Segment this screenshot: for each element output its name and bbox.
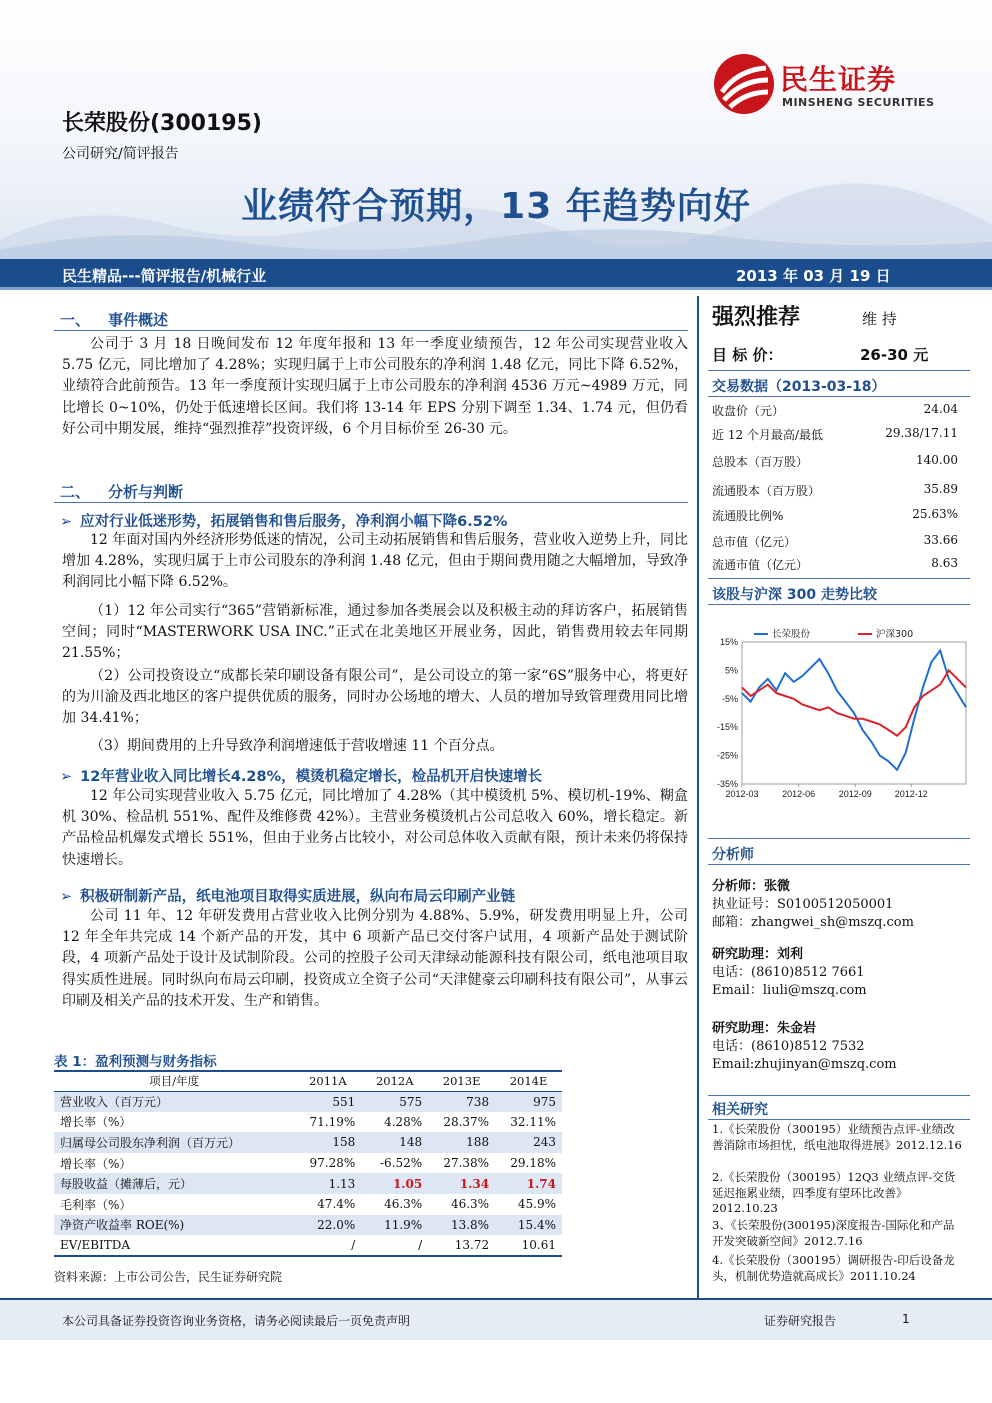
- subheading-profit: [60, 510, 507, 531]
- section-number: 一、: [60, 311, 91, 329]
- sidebar-rule: [708, 1119, 970, 1120]
- chevron-right-icon: ➢: [60, 889, 73, 905]
- table-cell: 11.9%: [361, 1215, 428, 1236]
- report-type: 公司研究/简评报告: [62, 146, 179, 162]
- analyst-name: 分析师：张微: [712, 879, 791, 894]
- table-header-cell: 2013E: [428, 1071, 495, 1091]
- section-number: 二、: [60, 483, 91, 501]
- trade-label: 流通股本（百万股）: [712, 484, 821, 498]
- page-number: 1: [902, 1312, 910, 1326]
- footer: [0, 1300, 992, 1340]
- trade-value: 8.63: [931, 556, 958, 570]
- target-price-value: 26-30 元: [860, 346, 929, 364]
- trade-value: 140.00: [916, 453, 958, 467]
- y-tick-label: 15%: [719, 637, 738, 647]
- analyst-section-title: 分析师: [712, 847, 754, 863]
- table-cell: 975: [495, 1091, 562, 1112]
- table-row: [54, 1091, 562, 1112]
- table-row: [54, 1173, 562, 1194]
- assistant-name: 研究助理：刘利: [712, 947, 804, 962]
- sidebar-rule: [708, 1095, 970, 1096]
- row-label: 归属母公司股东净利润（百万元）: [54, 1132, 294, 1153]
- x-tick-label: 2012-12: [894, 789, 928, 799]
- table-cell: 575: [361, 1091, 428, 1112]
- table-cell: 28.37%: [443, 1114, 490, 1129]
- column-divider: [697, 296, 699, 1298]
- report-title: 业绩符合预期，13 年趋势向好: [241, 186, 751, 227]
- trade-label: 总市值（亿元）: [712, 535, 797, 549]
- section-title: 事件概述: [108, 311, 169, 329]
- related-item[interactable]: 3、《长荣股份(300195)深度报告-国际化和产品开发突破新空间》2012.7.16: [712, 1218, 955, 1248]
- table-cell: /: [361, 1235, 428, 1256]
- table-cell: /: [294, 1235, 361, 1256]
- sidebar-rule: [708, 396, 970, 397]
- table-cell: 13.8%: [428, 1215, 495, 1236]
- table-row: [54, 1215, 562, 1236]
- table-header-cell: 项目/年度: [54, 1071, 294, 1091]
- analyst-email[interactable]: 邮箱：zhangwei_sh@mszq.com: [712, 915, 914, 930]
- logo-chinese-text: 民生证券: [780, 63, 897, 96]
- legend-label: 长荣股份: [772, 629, 811, 640]
- profit-paragraph-3: （2）公司投资设立“成都长荣印刷设备有限公司”，是公司设立的第一家“6S”服务中心，将更好的为川渝及西北地区的客户提供优质的服务，同时办公场地的增大、人员的增加导致管理费用同比增加 34.41%；: [62, 668, 688, 727]
- table-cell: 243: [495, 1132, 562, 1153]
- trade-label: 收盘价（元）: [712, 404, 785, 418]
- chart-title: 该股与沪深 300 走势比较: [712, 587, 877, 603]
- event-paragraph: 公司于 3 月 18 日晚间发布 12 年度年报和 13 年一季度业绩预告，12 年公司实现营业收入 5.75 亿元，同比增加了 4.28%；实现归属于上市公司股东的净利润 1.48 亿元，同比下降 6.52%，业绩符合此前预告。13 年一季度预计实现归属于上市公司股东的净利润 4536 万元~4989 万元，同比增长 0~10%，仍处于低速增长区间。我们将 13-14 年 EPS 分别下调至 1.34、1.74 元，但仍看好公司中期发展，维持“强烈推荐”投资评级，6 个月目标价至 26-30 元。: [62, 336, 688, 437]
- row-label: 增长率（%）: [60, 1156, 132, 1171]
- sidebar-rule: [708, 864, 970, 865]
- table-row: [54, 1153, 562, 1174]
- assistant-block-1: [712, 946, 867, 1000]
- assistant-phone: 电话：(8610)8512 7661: [712, 965, 865, 980]
- related-item[interactable]: 4.《长荣股份（300195）调研报告-印后设备龙头，机制优势造就高成长》2011.10.24: [712, 1253, 955, 1283]
- performance-line-chart: [708, 624, 970, 814]
- table-cell: 1.13: [294, 1173, 361, 1194]
- table-cell: 22.0%: [294, 1215, 361, 1236]
- chevron-right-icon: ➢: [60, 514, 73, 530]
- table-cell: 45.9%: [517, 1197, 556, 1212]
- category-band: [0, 259, 992, 290]
- section-title: 分析与判断: [108, 483, 184, 501]
- table-cell: -6.52%: [380, 1156, 423, 1171]
- rnd-paragraph: 公司 11 年、12 年研发费用占营业收入比例分别为 4.88%、5.9%，研发费用明显上升，公司 12 年全年共完成 14 个新产品的开发，其中 6 项新产品已交付客户试用，4 项新产品处于测试阶段，4 项新产品处于设计及试制阶段。公司的控股子公司天津绿动能源科技有限公司，纸电池项目取得实质性进展。同时纵向布局云印刷，投资成立全资子公司“天津健豪云印刷科技有限公司”，从事云印刷及相关产品的技术开发、生产和销售。: [62, 908, 688, 1009]
- table-header-cell: 2011A: [294, 1071, 361, 1091]
- table-cell: 29.18%: [510, 1156, 556, 1171]
- table-cell: 46.3%: [384, 1197, 423, 1212]
- x-tick-label: 2012-09: [838, 789, 872, 799]
- assistant-email[interactable]: Email:zhujinyan@mszq.com: [712, 1057, 897, 1072]
- subheading-text: 12年营业收入同比增长4.28%，模烫机稳定增长，检品机开启快速增长: [80, 769, 543, 785]
- related-item[interactable]: 2.《长荣股份（300195）12Q3 业绩点评-交货延迟拖累业绩，四季度有望环比改善》2012.10.23: [712, 1170, 956, 1216]
- trade-label: 总股本（百万股）: [712, 455, 809, 469]
- y-tick-label: 5%: [724, 665, 738, 676]
- trade-label: 流通股比例%: [712, 509, 784, 523]
- table-cell: 10.61: [495, 1235, 562, 1256]
- profit-paragraph-4: （3）期间费用的上升导致净利润增速低于营收增速 11 个百分点。: [90, 738, 504, 754]
- revenue-paragraph: 12 年公司实现营业收入 5.75 亿元，同比增加了 4.28%（其中模烫机 5%、模切机-19%、糊盒机 30%、检品机 551%、配件及维修费 42%）。主营业务模烫机占公司总收入 60%，增长稳定。新产品检品机爆发式增长 551%，但由于业务占比较小，对公司总体收入贡献有限，预计未来仍将保持快速增长。: [62, 788, 688, 868]
- section-rule: [54, 330, 688, 331]
- target-price-label: 目 标 价：: [712, 346, 783, 364]
- footer-disclaimer: 本公司具备证券投资咨询业务资格，请务必阅读最后一页免责声明: [62, 1314, 411, 1328]
- section-rule: [54, 502, 688, 503]
- row-label: 每股收益（摊薄后，元）: [54, 1173, 294, 1194]
- table-cell: 47.4%: [317, 1197, 356, 1212]
- rating: 强烈推荐: [712, 305, 801, 330]
- y-tick-label: -15%: [716, 722, 738, 733]
- table-cell: 1.05: [361, 1173, 428, 1194]
- table-cell: 1.34: [428, 1173, 495, 1194]
- trade-value: 29.38/17.11: [885, 426, 958, 440]
- logo-english-text: MINSHENG SECURITIES: [782, 96, 935, 109]
- related-item[interactable]: 1.《长荣股份（300195）业绩预告点评-业绩改善消除市场担忧，纸电池取得进展》2012.12.16: [712, 1122, 962, 1152]
- table-cell: 32.11%: [510, 1114, 556, 1129]
- report-date: 2013 年 03 月 19 日: [736, 267, 891, 285]
- trade-label: 近 12 个月最高/最低: [712, 428, 823, 442]
- assistant-name: 研究助理：朱金岩: [712, 1021, 817, 1036]
- footer-report-label: 证券研究报告: [764, 1314, 837, 1328]
- table-source: 资料来源：上市公司公告，民生证券研究院: [54, 1270, 283, 1284]
- profit-paragraph-2: （1）12 年公司实行“365”营销新标准，通过参加各类展会以及积极主动的拜访客户，拓展销售空间；同时“MASTERWORK USA INC.”正式在北美地区开展业务，因此，销售费用较去年同期 21.55%；: [62, 603, 688, 662]
- trade-label: 流通市值（亿元）: [712, 558, 809, 572]
- trade-value: 25.63%: [912, 507, 958, 521]
- section-heading-event: [60, 309, 168, 330]
- table-cell: 97.28%: [309, 1156, 356, 1171]
- row-label: 营业收入（百万元）: [54, 1091, 294, 1112]
- category-label: 民生精品---简评报告/机械行业: [62, 267, 267, 285]
- table-row: [54, 1235, 562, 1256]
- row-label: 净资产收益率 ROE(%): [54, 1215, 294, 1236]
- table-cell: 27.38%: [443, 1156, 490, 1171]
- table-cell: 1.74: [495, 1173, 562, 1194]
- series-line-stock: [742, 651, 966, 770]
- row-label: EV/EBITDA: [54, 1235, 294, 1256]
- sidebar-rule: [708, 604, 970, 605]
- assistant-email[interactable]: Email：liuli@mszq.com: [712, 983, 867, 998]
- sidebar-rule: [708, 370, 970, 371]
- subheading-text: 积极研制新产品，纸电池项目取得实质进展，纵向布局云印刷产业链: [80, 889, 516, 905]
- forecast-table: [54, 1070, 562, 1257]
- trade-value: 24.04: [923, 402, 958, 416]
- table-cell: 4.28%: [384, 1114, 423, 1129]
- x-tick-label: 2012-03: [725, 789, 759, 799]
- row-label: 增长率（%）: [60, 1115, 132, 1130]
- table-row: [54, 1112, 562, 1133]
- table-cell: 551: [294, 1091, 361, 1112]
- section-heading-analysis: [60, 481, 183, 502]
- table-row: [54, 1194, 562, 1215]
- y-tick-label: -25%: [716, 750, 738, 761]
- profit-paragraph-1: 12 年面对国内外经济形势低迷的情况，公司主动拓展销售和售后服务，营业收入逆势上升，同比增加 4.28%，实现归属于上市公司股东的净利润 1.48 亿元，但由于期间费用随之大幅增加，导致净利润同比小幅下降 6.52%。: [62, 532, 688, 591]
- table-cell: 71.19%: [309, 1114, 356, 1129]
- table-header-cell: 2012A: [361, 1071, 428, 1091]
- legend-label: 沪深300: [876, 629, 914, 640]
- related-research-title: 相关研究: [712, 1102, 768, 1118]
- assistant-block-2: [712, 1020, 897, 1074]
- series-line-index: [742, 670, 966, 735]
- minsheng-logo-icon: [712, 52, 776, 116]
- subheading-revenue: [60, 765, 542, 786]
- table-cell: 188: [428, 1132, 495, 1153]
- minsheng-logo: [712, 52, 942, 116]
- table-title: 表 1：盈利预测与财务指标: [54, 1054, 217, 1070]
- company-name: 长荣股份(300195): [62, 111, 262, 136]
- sidebar-rule: [708, 578, 970, 579]
- y-tick-label: -35%: [716, 779, 738, 789]
- table-row: [54, 1132, 562, 1153]
- subheading-text: 应对行业低迷形势，拓展销售和售后服务，净利润小幅下降6.52%: [80, 514, 508, 530]
- trade-value: 33.66: [923, 533, 958, 547]
- table-header-row: [54, 1071, 562, 1091]
- trade-data-title: 交易数据（2013-03-18）: [712, 379, 886, 395]
- sidebar-rule: [708, 838, 970, 839]
- assistant-phone: 电话：(8610)8512 7532: [712, 1039, 865, 1054]
- table-cell: 15.4%: [495, 1215, 562, 1236]
- trade-value: 35.89: [923, 482, 958, 496]
- subheading-rnd: [60, 885, 515, 906]
- analyst-block: [712, 878, 914, 932]
- table-cell: 46.3%: [450, 1197, 490, 1212]
- y-tick-label: -5%: [721, 693, 738, 704]
- x-tick-label: 2012-06: [782, 789, 816, 799]
- table-header-cell: 2014E: [495, 1071, 562, 1091]
- table-cell: 158: [294, 1132, 361, 1153]
- table-cell: 148: [361, 1132, 428, 1153]
- table-cell: 738: [428, 1091, 495, 1112]
- analyst-cert: 执业证号：S0100512050001: [712, 897, 894, 912]
- row-label: 毛利率（%）: [60, 1197, 132, 1212]
- rating-status: 维 持: [862, 310, 897, 328]
- table-cell: 13.72: [428, 1235, 495, 1256]
- chevron-right-icon: ➢: [60, 769, 73, 785]
